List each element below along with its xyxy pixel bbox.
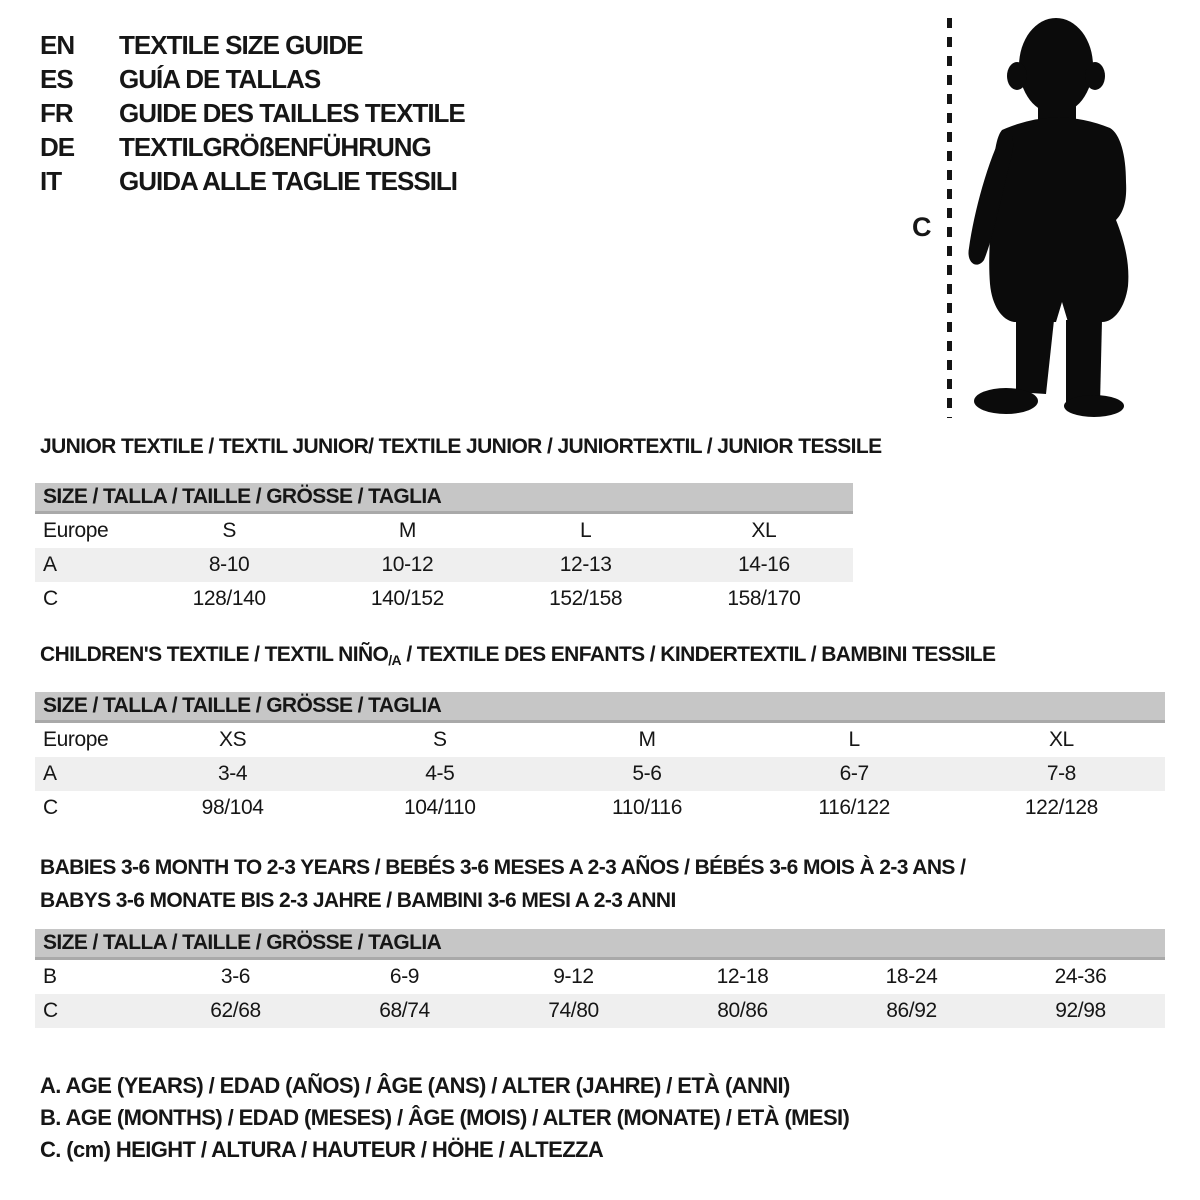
language-row-de: [40, 130, 465, 164]
table-cell: 158/170: [727, 587, 801, 610]
size-table-header: SIZE / TALLA / TAILLE / GRÖSSE / TAGLIA: [35, 692, 1165, 723]
table-cell: 14-16: [738, 553, 790, 576]
table-cell: 128/140: [192, 587, 266, 610]
language-code: ES: [40, 63, 73, 94]
language-title: GUIDA ALLE TAGLIE TESSILI: [119, 165, 458, 196]
language-code: FR: [40, 97, 73, 128]
table-cell: L: [848, 728, 860, 751]
row-label: B: [43, 965, 57, 988]
language-title: GUIDE DES TAILLES TEXTILE: [119, 97, 465, 128]
language-title: TEXTILGRÖßENFÜHRUNG: [119, 131, 431, 162]
table-cell: 62/68: [210, 999, 261, 1022]
table-row: [35, 723, 1165, 757]
children-title-prefix: CHILDREN'S TEXTILE / TEXTIL NIÑO: [40, 643, 389, 666]
table-cell: M: [638, 728, 656, 751]
language-code: IT: [40, 165, 62, 196]
row-label: A: [43, 762, 57, 785]
size-table-header: SIZE / TALLA / TAILLE / GRÖSSE / TAGLIA: [35, 483, 853, 514]
table-cell: 98/104: [201, 796, 264, 819]
table-cell: XL: [1048, 728, 1074, 751]
table-cell: 6-7: [839, 762, 869, 785]
children-title-subscript: /A: [388, 652, 402, 668]
table-cell: 104/110: [404, 796, 476, 819]
babies-title-line2: BABYS 3-6 MONATE BIS 2-3 JAHRE / BAMBINI 3-6 MESI A 2-3 ANNI: [40, 889, 676, 912]
row-label: Europe: [43, 519, 109, 542]
junior-section-title: JUNIOR TEXTILE / TEXTIL JUNIOR/ TEXTILE JUNIOR / JUNIORTEXTIL / JUNIOR TESSILE: [40, 435, 882, 458]
table-cell: S: [432, 728, 447, 751]
table-cell: 6-9: [389, 965, 420, 988]
junior-size-table: [35, 483, 853, 616]
table-cell: 3-4: [218, 762, 248, 785]
table-cell: 5-6: [632, 762, 662, 785]
row-label: C: [43, 796, 58, 819]
table-row: [35, 514, 853, 548]
row-label: Europe: [43, 728, 109, 751]
table-cell: 10-12: [381, 553, 434, 576]
row-label: A: [43, 553, 57, 576]
children-size-table: [35, 692, 1165, 825]
children-title-suffix: / TEXTILE DES ENFANTS / KINDERTEXTIL / BAMBINI TESSILE: [401, 643, 996, 666]
toddler-silhouette-icon: [962, 14, 1140, 418]
measure-legend: [40, 1070, 849, 1166]
table-cell: XL: [751, 519, 777, 542]
table-cell: 4-5: [425, 762, 455, 785]
language-row-en: [40, 28, 465, 62]
table-cell: 12-13: [559, 553, 612, 576]
table-row: [35, 791, 1165, 825]
table-cell: 9-12: [553, 965, 594, 988]
table-cell: 140/152: [370, 587, 444, 610]
height-measure-label: C: [912, 212, 932, 242]
table-cell: 24-36: [1054, 965, 1107, 988]
babies-title-line1: BABIES 3-6 MONTH TO 2-3 YEARS / BEBÉS 3-6 MESES A 2-3 AÑOS / BÉBÉS 3-6 MOIS À 2-3 ANS /: [40, 856, 966, 879]
table-cell: 92/98: [1055, 999, 1106, 1022]
table-cell: 7-8: [1046, 762, 1076, 785]
table-cell: XS: [218, 728, 247, 751]
table-cell: 110/116: [611, 796, 682, 819]
table-row: [35, 757, 1165, 791]
table-cell: 86/92: [886, 999, 937, 1022]
table-cell: 18-24: [885, 965, 938, 988]
height-measure-line: [947, 18, 952, 418]
legend-note-c: C. (cm) HEIGHT / ALTURA / HAUTEUR / HÖHE / ALTEZZA: [40, 1137, 604, 1162]
table-row: [35, 582, 853, 616]
table-cell: L: [579, 519, 592, 542]
legend-note-a: A. AGE (YEARS) / EDAD (AÑOS) / ÂGE (ANS) / ALTER (JAHRE) / ETÀ (ANNI): [40, 1073, 790, 1098]
language-row-es: [40, 62, 465, 96]
row-label: C: [43, 999, 58, 1022]
language-title: GUÍA DE TALLAS: [119, 63, 321, 94]
babies-size-table: [35, 929, 1165, 1028]
language-title: TEXTILE SIZE GUIDE: [119, 29, 363, 60]
table-row: [35, 548, 853, 582]
language-code: EN: [40, 29, 75, 60]
legend-note-b: B. AGE (MONTHS) / EDAD (MESES) / ÂGE (MOIS) / ALTER (MONATE) / ETÀ (MESI): [40, 1105, 850, 1130]
table-cell: 74/80: [548, 999, 599, 1022]
language-code: DE: [40, 131, 75, 162]
table-cell: S: [222, 519, 236, 542]
table-cell: M: [398, 519, 416, 542]
table-cell: 3-6: [220, 965, 251, 988]
row-label: C: [43, 587, 58, 610]
table-cell: 152/158: [549, 587, 623, 610]
language-row-fr: [40, 96, 465, 130]
table-cell: 80/86: [717, 999, 768, 1022]
table-cell: 116/122: [818, 796, 890, 819]
table-cell: 122/128: [1024, 796, 1098, 819]
babies-section-title: [40, 851, 965, 917]
table-row: [35, 994, 1165, 1028]
size-table-header: SIZE / TALLA / TAILLE / GRÖSSE / TAGLIA: [35, 929, 1165, 960]
table-cell: 68/74: [379, 999, 430, 1022]
table-row: [35, 960, 1165, 994]
children-section-title: [40, 643, 995, 668]
table-cell: 8-10: [208, 553, 250, 576]
language-title-list: [40, 28, 465, 198]
language-row-it: [40, 164, 465, 198]
table-cell: 12-18: [716, 965, 769, 988]
